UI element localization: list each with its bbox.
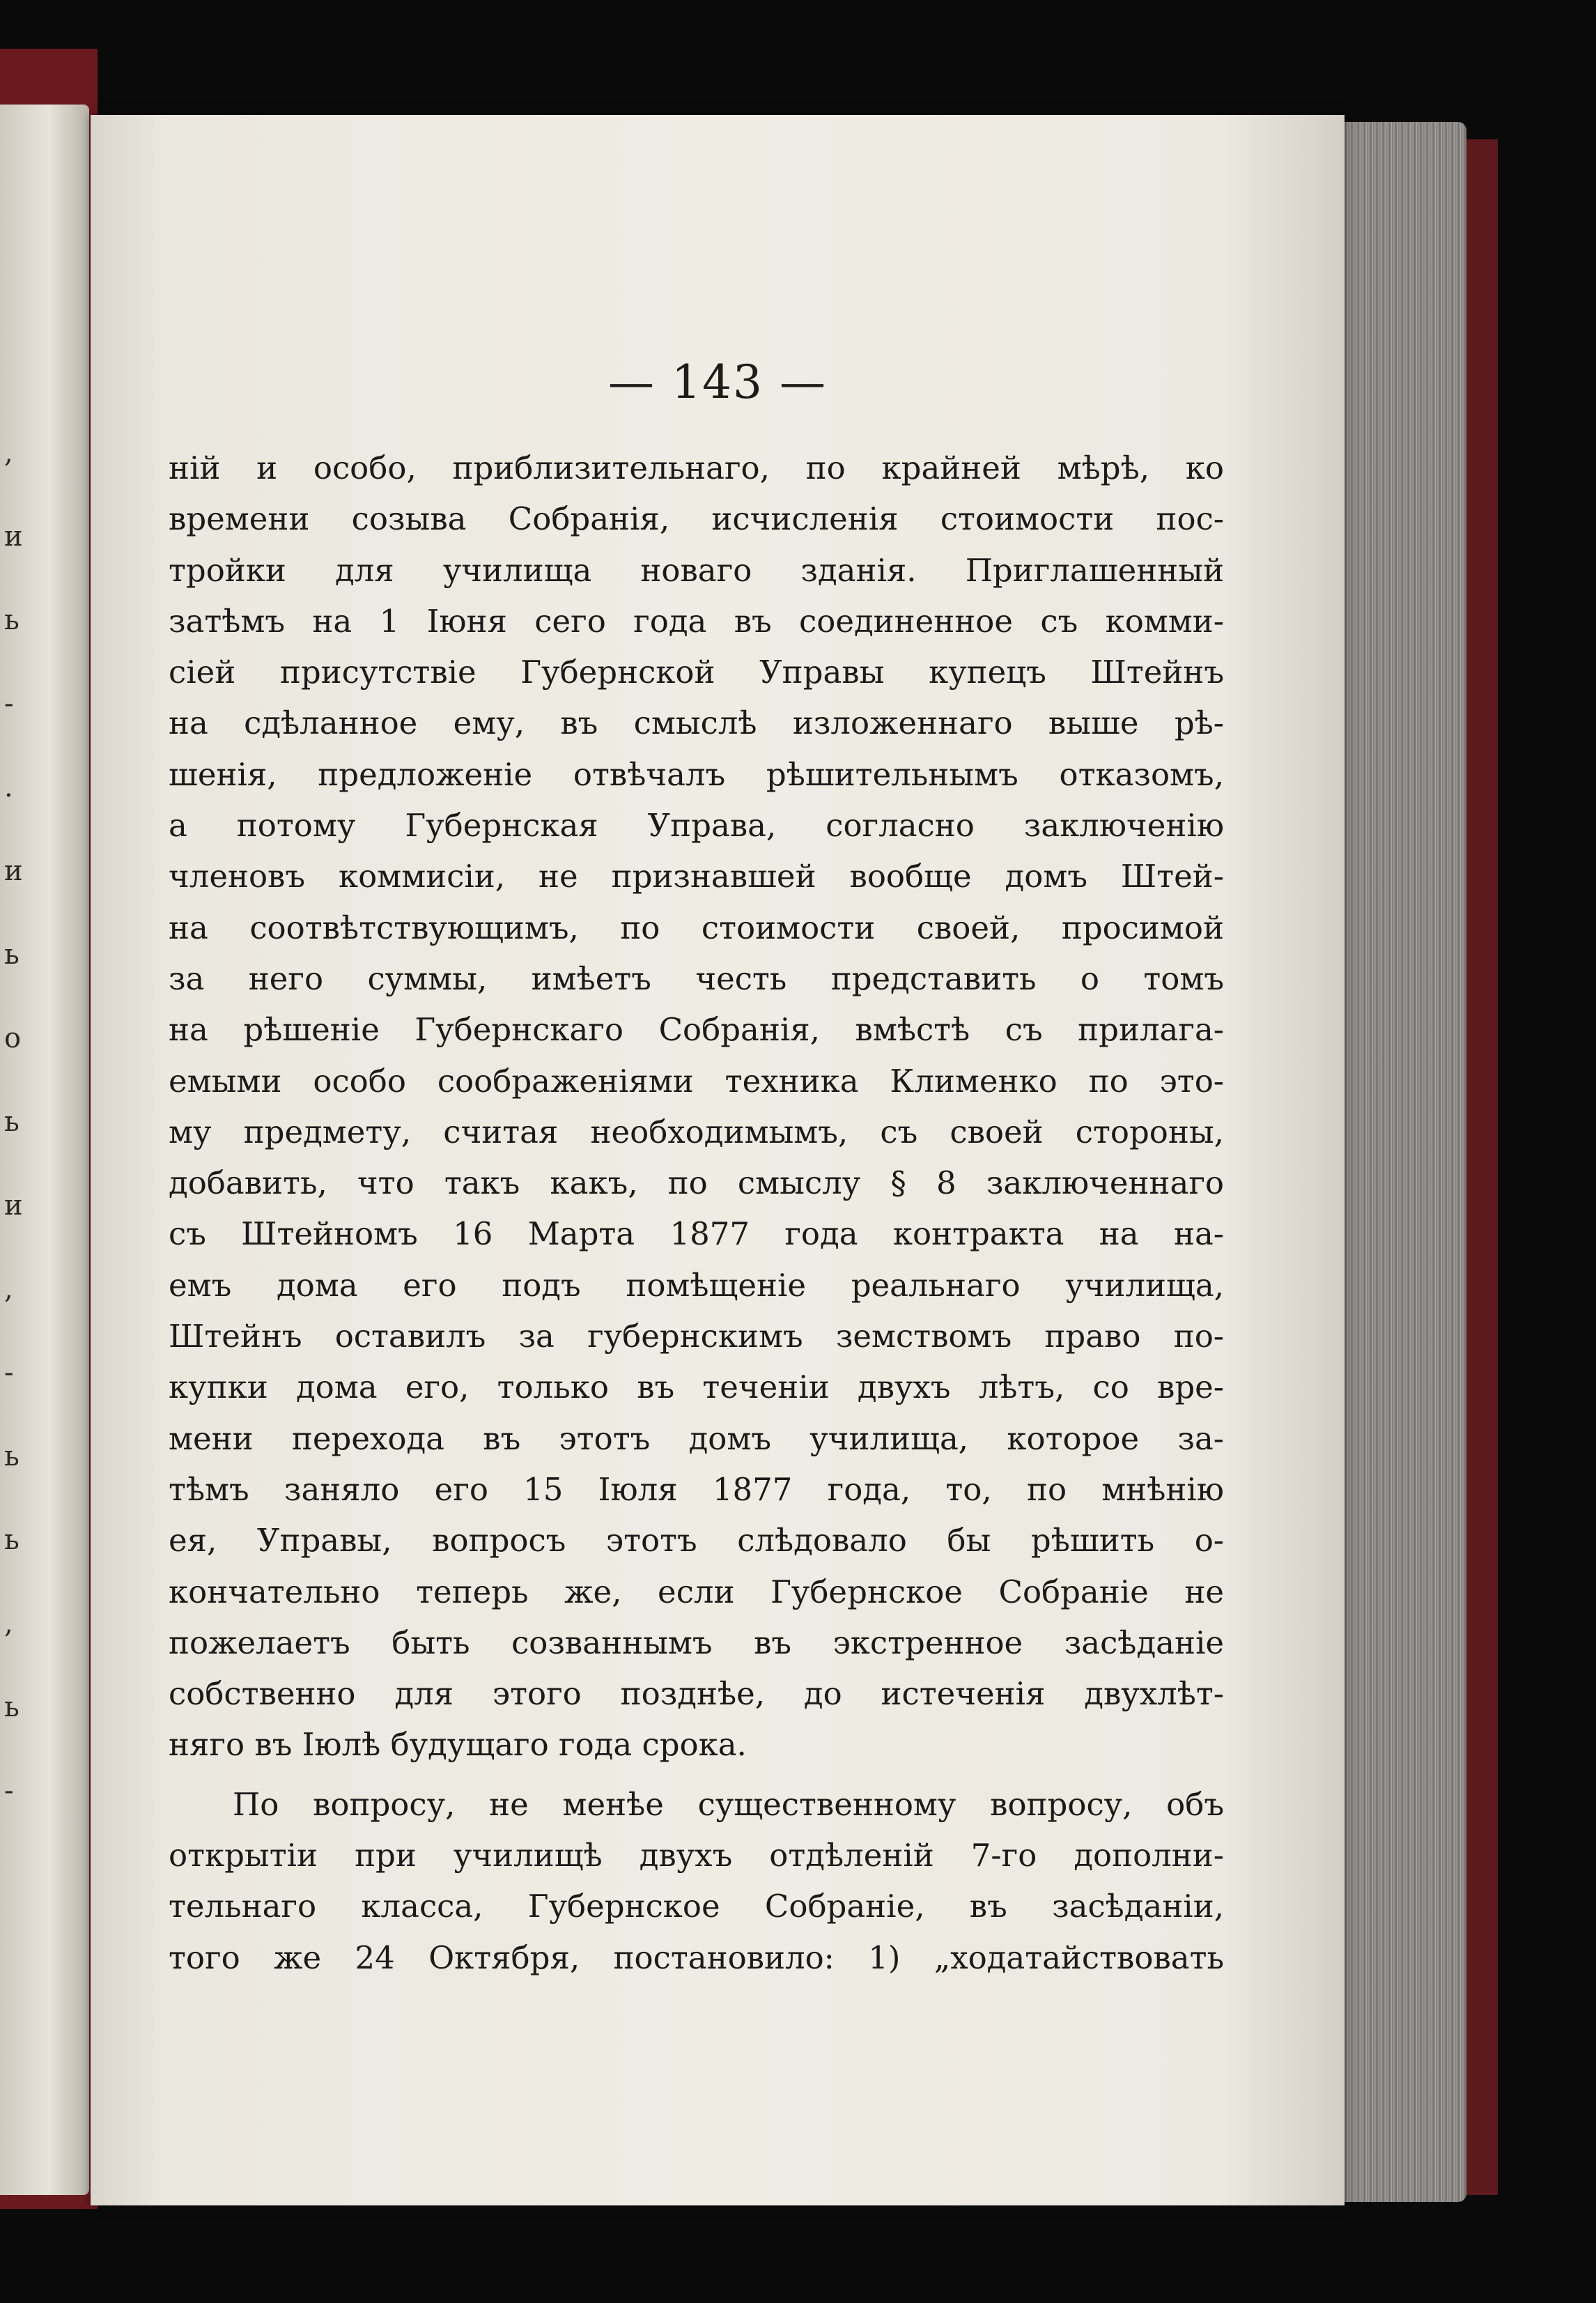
text-line: членовъ коммисіи, не признавшей вообще домъ Штей- <box>169 858 1224 895</box>
edge-glyph: , <box>4 1608 13 1640</box>
text-line: Штейнъ оставилъ за губернскимъ земствомъ право по- <box>169 1318 1224 1355</box>
edge-glyph: и <box>4 1189 23 1222</box>
text-line: собственно для этого позднѣе, до истеченія двухлѣт- <box>169 1675 1224 1713</box>
text-line: тельнаго класса, Губернское Собраніе, въ засѣданіи, <box>169 1888 1224 1925</box>
text-line: му предмету, считая необходимымъ, съ своей стороны, <box>169 1113 1224 1150</box>
text-line: того же 24 Октября, постановило: 1) „ходатайствовать <box>169 1939 1224 1976</box>
text-line: времени созыва Собранія, исчисленія стоимости пос- <box>169 500 1224 538</box>
text-line: на сдѣланное ему, въ смыслѣ изложеннаго выше рѣ- <box>169 704 1224 742</box>
text-line: мени перехода въ этотъ домъ училища, которое за- <box>169 1419 1224 1457</box>
edge-glyph: , <box>4 1273 13 1305</box>
edge-glyph: ь <box>4 1106 20 1138</box>
edge-glyph: , <box>4 437 13 469</box>
text-line: за него суммы, имѣетъ честь представить о томъ <box>169 960 1224 997</box>
paragraph-gap <box>169 1771 1224 1779</box>
text-line: на соотвѣтствующимъ, по стоимости своей, просимой <box>169 909 1224 946</box>
edge-glyph: ь <box>4 604 20 636</box>
text-line: тѣмъ заняло его 15 Іюля 1877 года, то, по мнѣнію <box>169 1470 1224 1508</box>
text-line: няго въ Іюлѣ будущаго года срока. <box>169 1726 747 1764</box>
text-line: емыми особо соображеніями техника Клименко по это- <box>169 1062 1224 1100</box>
page-text <box>169 442 1224 1983</box>
text-line: затѣмъ на 1 Іюня сего года въ соединенное съ комми- <box>169 602 1224 640</box>
text-line: на рѣшеніе Губернскаго Собранія, вмѣстѣ съ прилага- <box>169 1011 1224 1049</box>
text-line: тройки для училища новаго зданія. Приглашенный <box>169 551 1224 589</box>
text-line: добавить, что такъ какъ, по смыслу § 8 заключеннаго <box>169 1164 1224 1202</box>
text-line: съ Штейномъ 16 Марта 1877 года контракта на на- <box>169 1215 1224 1253</box>
edge-glyph: - <box>4 688 14 720</box>
edge-glyph: ь <box>4 939 20 971</box>
text-line: открытіи при училищѣ двухъ отдѣленій 7-го дополни- <box>169 1837 1224 1874</box>
edge-glyph: и <box>4 855 23 887</box>
page-number: — 143 — <box>608 355 827 409</box>
text-line: сіей присутствіе Губернской Управы купецъ Штейнъ <box>169 654 1224 691</box>
edge-glyph: ь <box>4 1524 20 1556</box>
text-line: пожелаетъ быть созваннымъ въ экстренное засѣданіе <box>169 1624 1224 1661</box>
text-line: а потому Губернская Управа, согласно заключенію <box>169 807 1224 845</box>
edge-glyph: ь <box>4 1440 20 1472</box>
text-line: емъ дома его подъ помѣщеніе реальнаго училища, <box>169 1266 1224 1304</box>
text-line: купки дома его, только въ теченіи двухъ лѣтъ, со вре- <box>169 1369 1224 1406</box>
edge-glyph: - <box>4 1357 14 1389</box>
text-line: ній и особо, приблизительнаго, по крайней мѣрѣ, ко <box>169 449 1224 486</box>
text-line: По вопросу, не менѣе существенному вопросу, объ <box>233 1785 1224 1823</box>
text-line: ея, Управы, вопросъ этотъ слѣдовало бы рѣшить о- <box>169 1522 1224 1559</box>
previous-page-edge <box>0 105 89 2195</box>
edge-glyph: и <box>4 521 23 553</box>
edge-glyph: - <box>4 1775 14 1807</box>
text-line: шенія, предложеніе отвѣчалъ рѣшительнымъ отказомъ, <box>169 755 1224 793</box>
edge-glyph: ь <box>4 1691 20 1723</box>
edge-glyph: о <box>4 1022 22 1054</box>
edge-glyph: . <box>4 771 13 803</box>
text-line: кончательно теперь же, если Губернское Собраніе не <box>169 1573 1224 1610</box>
book-page <box>91 115 1345 2205</box>
